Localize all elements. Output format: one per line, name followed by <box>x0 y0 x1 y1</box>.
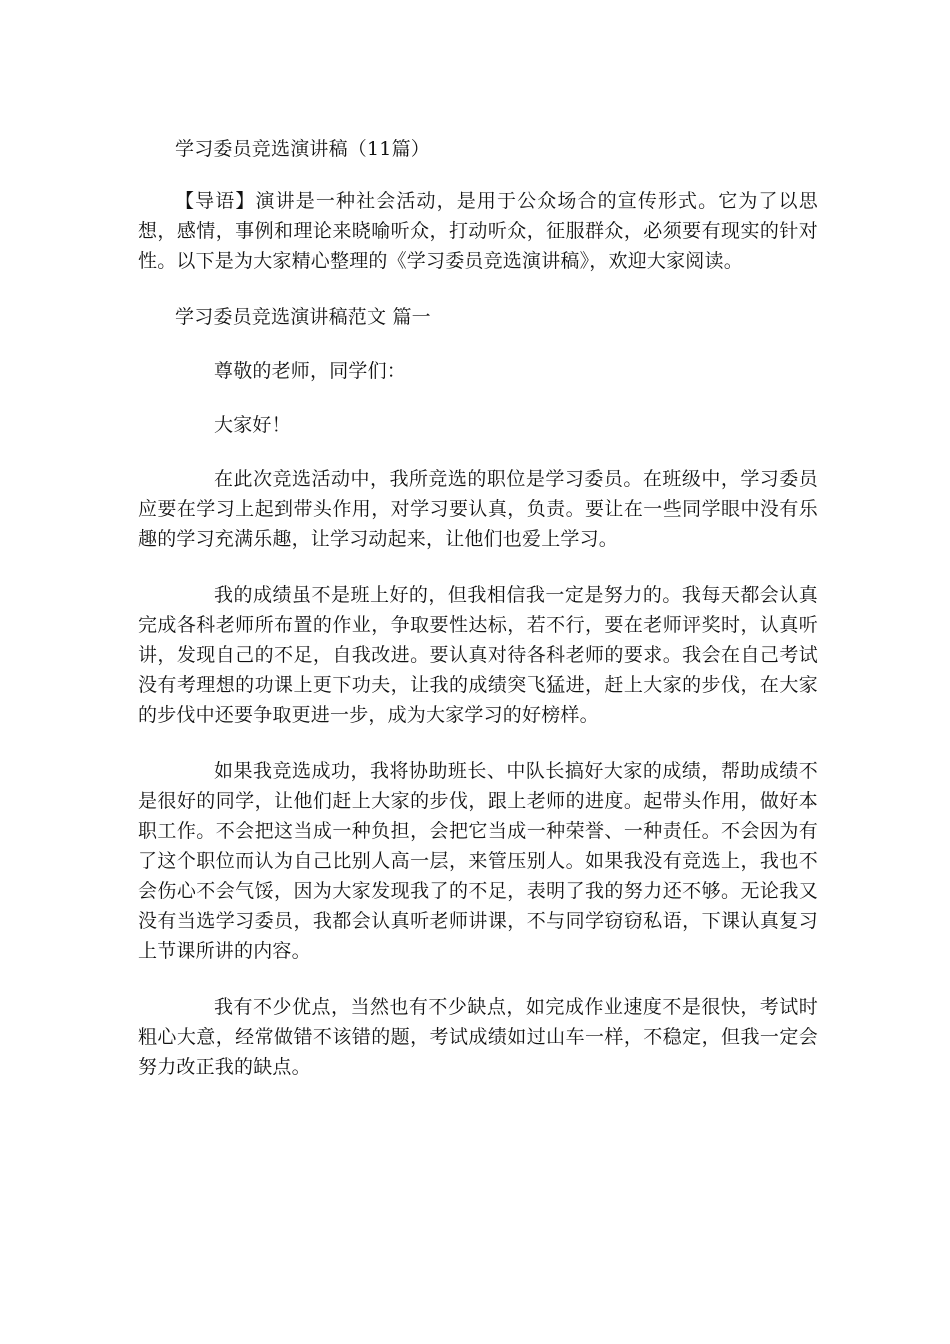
document-title: 学习委员竞选演讲稿（11篇） <box>175 138 430 160</box>
intro-paragraph: 【导语】演讲是一种社会活动，是用于公众场合的宣传形式。它为了以思想，感情，事例和理论来晓喻听众，打动听众，征服群众，必须要有现实的针对性。以下是为大家精心整理的《学习委员竞选演讲稿》，欢迎大家阅读。 <box>138 190 818 272</box>
salutation: 尊敬的老师，同学们： <box>214 360 407 382</box>
greeting: 大家好！ <box>214 414 291 436</box>
body-paragraph: 在此次竞选活动中，我所竞选的职位是学习委员。在班级中，学习委员应要在学习上起到带头作用，对学习要认真，负责。要让在一些同学眼中没有乐趣的学习充满乐趣，让学习动起来，让他们也爱上学习。 <box>138 468 818 550</box>
section-heading: 学习委员竞选演讲稿范文 篇一 <box>175 306 431 328</box>
body-paragraph: 我的成绩虽不是班上好的，但我相信我一定是努力的。我每天都会认真完成各科老师所布置的作业，争取要性达标，若不行，要在老师评奖时，认真听讲，发现自己的不足，自我改进。要认真对待各科老师的要求。我会在自己考试没有考理想的功课上更下功夫，让我的成绩突飞猛进，赶上大家的步伐，在大家的步伐中还要争取更进一步，成为大家学习的好榜样。 <box>138 584 818 726</box>
document-body <box>138 134 818 1108</box>
body-paragraph: 如果我竞选成功，我将协助班长、中队长搞好大家的成绩，帮助成绩不是很好的同学，让他们赶上大家的步伐，跟上老师的进度。起带头作用，做好本职工作。不会把这当成一种负担，会把它当成一种荣誉、一种责任。不会因为有了这个职位而认为自己比别人高一层，来管压别人。如果我没有竞选上，我也不会伤心不会气馁，因为大家发现我了的不足，表明了我的努力还不够。无论我又没有当选学习委员，我都会认真听老师讲课，不与同学窃窃私语，下课认真复习上节课所讲的内容。 <box>138 760 818 962</box>
body-paragraph: 我有不少优点，当然也有不少缺点，如完成作业速度不是很快，考试时粗心大意，经常做错不该错的题，考试成绩如过山车一样，不稳定，但我一定会努力改正我的缺点。 <box>138 996 818 1078</box>
